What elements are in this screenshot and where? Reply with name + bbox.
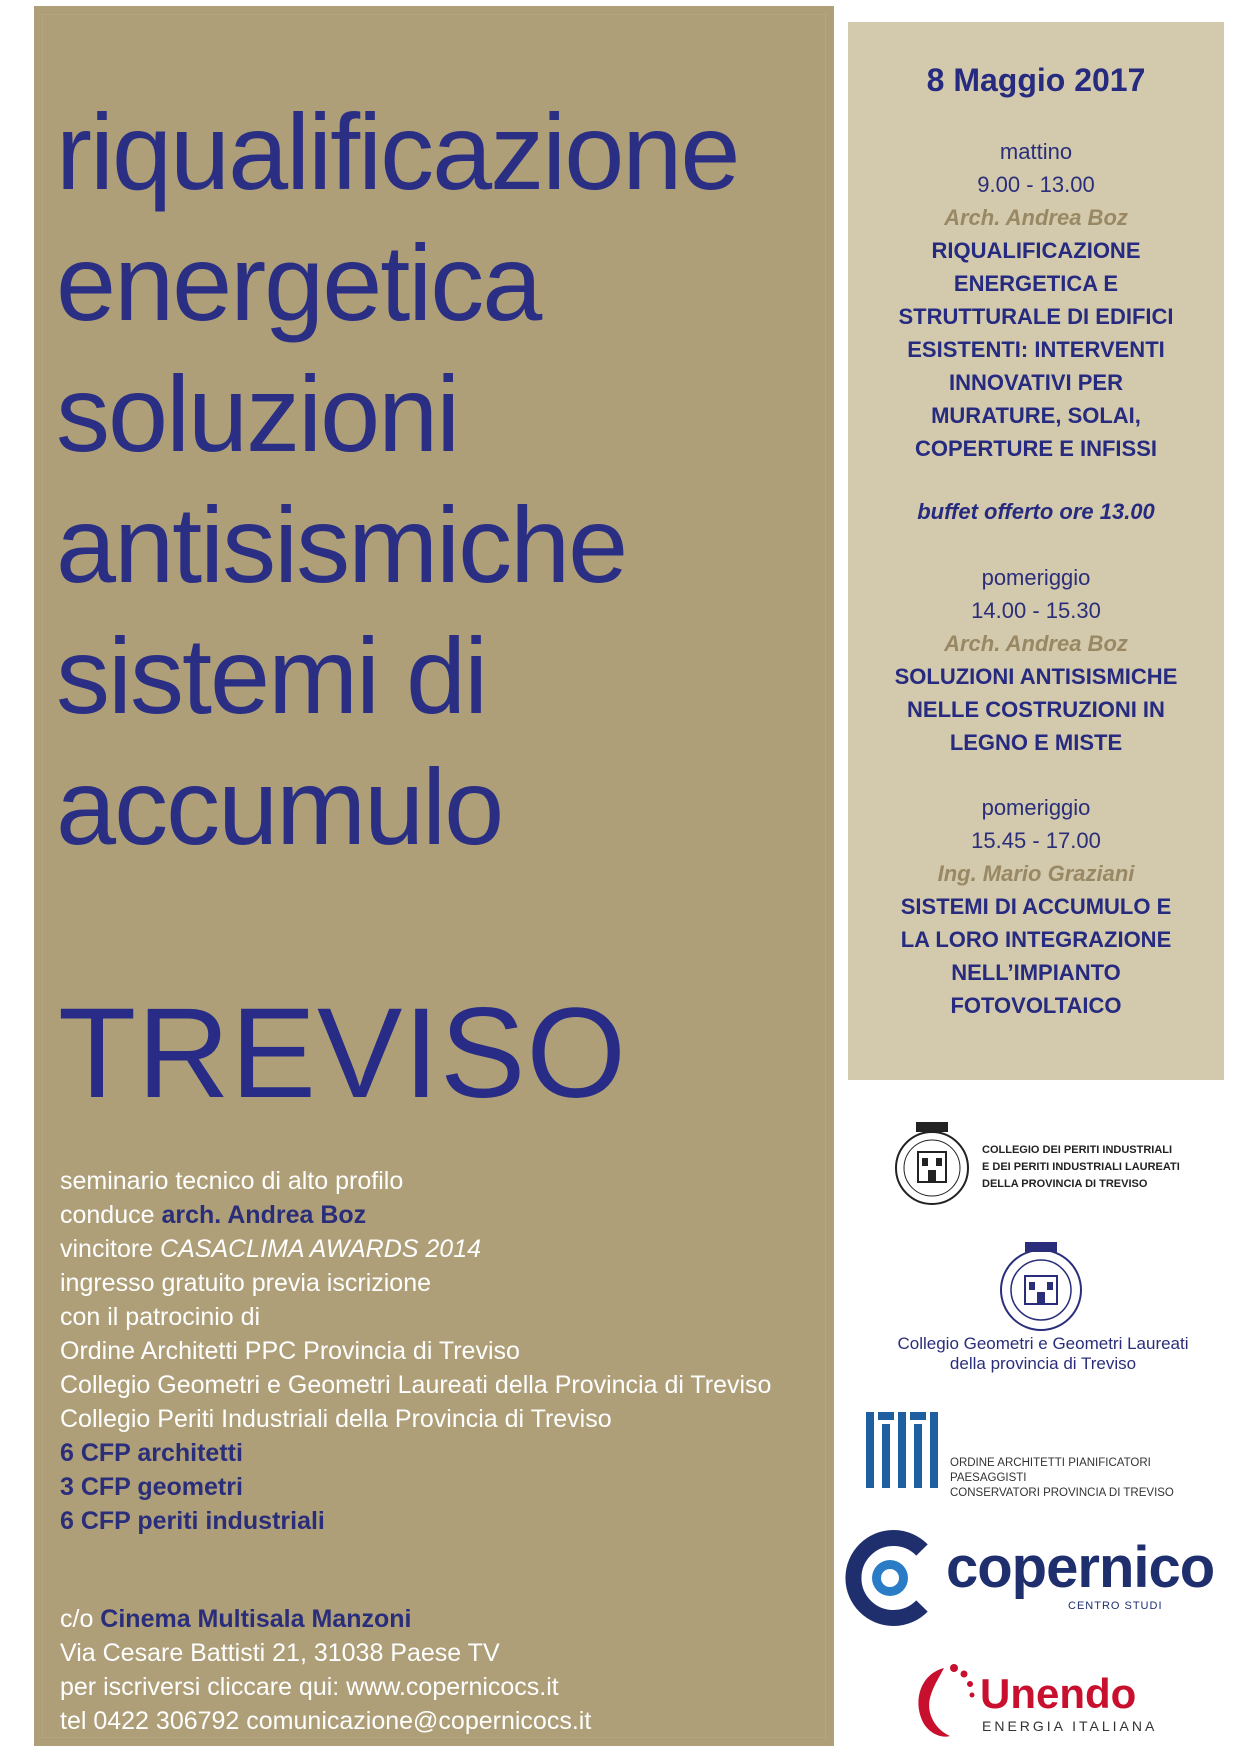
architetti-mark-icon (864, 1410, 944, 1490)
session-afternoon-2 (848, 791, 1224, 1022)
info-text: conduce (60, 1201, 162, 1229)
geometri-seal-icon (991, 1236, 1091, 1334)
copernico-sub: CENTRO STUDI (1068, 1600, 1163, 1612)
architetti-text-line: ORDINE ARCHITETTI PIANIFICATORI PAESAGGISTI (950, 1457, 1151, 1484)
periti-text-line: DELLA PROVINCIA DI TREVISO (982, 1178, 1148, 1190)
info-line: con il patrocinio di (60, 1303, 261, 1331)
session-topic-line: LEGNO E MISTE (949, 730, 1123, 755)
session-topic-line: RIQUALIFICAZIONE (931, 238, 1141, 263)
session-topic-line: COPERTURE E INFISSI (914, 436, 1158, 461)
session-period: pomeriggio (981, 795, 1091, 820)
unendo-mark-icon (906, 1658, 976, 1742)
session-time: 14.00 - 15.30 (971, 598, 1101, 623)
periti-seal-icon (892, 1114, 972, 1214)
venue-address: Via Cesare Battisti 21, 31038 Paese TV (60, 1639, 500, 1667)
instructor-name: arch. Andrea Boz (161, 1201, 367, 1229)
info-text: vincitore (60, 1235, 161, 1263)
architetti-text-line: CONSERVATORI PROVINCIA DI TREVISO (950, 1487, 1174, 1499)
info-line: Ordine Architetti PPC Provincia di Treviso (60, 1337, 520, 1365)
session-topic-line: NELL’IMPIANTO (951, 960, 1121, 985)
unendo-logo (906, 1658, 1166, 1742)
venue-prefix: c/o (60, 1605, 101, 1633)
session-topic-line: NELLE COSTRUZIONI IN (907, 697, 1165, 722)
headline-line: energetica (56, 222, 541, 343)
session-speaker: Arch. Andrea Boz (944, 205, 1128, 230)
info-line: Collegio Geometri e Geometri Laureati della Provincia di Treviso (60, 1371, 772, 1399)
session-topic-line: LA LORO INTEGRAZIONE (900, 927, 1172, 952)
geometri-logo (866, 1236, 1220, 1372)
award-name: CASACLIMA AWARDS 2014 (160, 1235, 482, 1263)
headline-line: accumulo (56, 746, 503, 867)
architetti-logo (864, 1410, 1224, 1499)
info-line: ingresso gratuito previa iscrizione (60, 1269, 432, 1297)
schedule (848, 22, 1224, 1022)
headline-line: sistemi di (56, 615, 487, 736)
session-afternoon-1 (848, 561, 1224, 759)
session-time: 15.45 - 17.00 (971, 828, 1101, 853)
session-period: mattino (999, 139, 1073, 164)
venue-line (60, 1602, 591, 1636)
session-topic-line: INNOVATIVI PER (949, 370, 1123, 395)
periti-logo (892, 1114, 1224, 1214)
buffet-note: buffet offerto ore 13.00 (917, 499, 1155, 524)
info-line (60, 1198, 771, 1232)
headline-line: antisismiche (56, 484, 627, 605)
cfp-item: 6 CFP periti industriali (60, 1507, 325, 1535)
headline-line: soluzioni (56, 353, 459, 474)
info-line (60, 1232, 771, 1266)
headline (56, 86, 738, 872)
copernico-logo (842, 1530, 1222, 1626)
session-speaker: Ing. Mario Graziani (937, 861, 1135, 886)
copernico-name: copernico (946, 1535, 1215, 1600)
event-date: 8 Maggio 2017 (926, 62, 1146, 98)
signup-link[interactable]: per iscriversi cliccare qui: www.copernicocs.it (60, 1673, 559, 1701)
seminar-info (60, 1164, 771, 1538)
info-line: Collegio Periti Industriali della Provincia di Treviso (60, 1405, 612, 1433)
session-morning (848, 135, 1224, 465)
cfp-item: 6 CFP architetti (60, 1439, 243, 1467)
info-line: seminario tecnico di alto profilo (60, 1167, 404, 1195)
session-time: 9.00 - 13.00 (977, 172, 1095, 197)
session-speaker: Arch. Andrea Boz (944, 631, 1128, 656)
session-topic-line: FOTOVOLTAICO (950, 993, 1122, 1018)
session-topic-line: SISTEMI DI ACCUMULO E (900, 894, 1172, 919)
geometri-text-line: della provincia di Treviso (949, 1354, 1137, 1373)
session-topic-line: STRUTTURALE DI EDIFICI (898, 304, 1174, 329)
contact-line[interactable]: tel 0422 306792 comunicazione@copernicocs.it (60, 1707, 592, 1735)
copernico-mark-icon (842, 1530, 938, 1626)
session-topic-line: ESISTENTI: INTERVENTI (907, 337, 1165, 362)
periti-text-line: COLLEGIO DEI PERITI INDUSTRIALI (982, 1144, 1173, 1156)
unendo-sub: ENERGIA ITALIANA (982, 1718, 1158, 1734)
session-topic-line: ENERGETICA E (953, 271, 1119, 296)
city-title: TREVISO (58, 982, 627, 1125)
periti-text-line: E DEI PERITI INDUSTRIALI LAUREATI (982, 1161, 1180, 1173)
geometri-text-line: Collegio Geometri e Geometri Laureati (897, 1334, 1189, 1353)
cfp-item: 3 CFP geometri (60, 1473, 243, 1501)
unendo-name: Unendo (980, 1670, 1137, 1717)
schedule-panel (848, 22, 1224, 1080)
venue-name: Cinema Multisala Manzoni (100, 1605, 412, 1633)
session-period: pomeriggio (981, 565, 1091, 590)
session-topic-line: MURATURE, SOLAI, (931, 403, 1141, 428)
headline-line: riqualificazione (56, 91, 739, 212)
session-topic-line: SOLUZIONI ANTISISMICHE (894, 664, 1178, 689)
venue-info (60, 1602, 591, 1738)
